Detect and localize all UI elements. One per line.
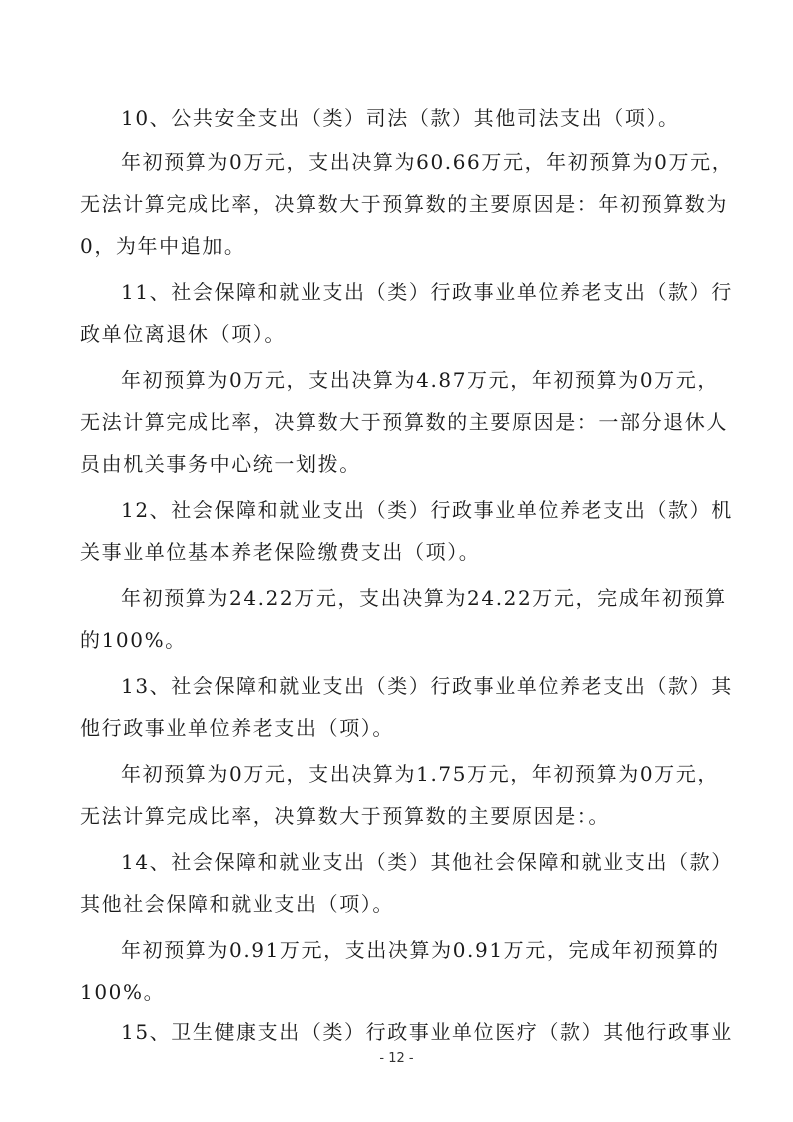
section-heading-12: 12、社会保障和就业支出（类）行政事业单位养老支出（款）机 xyxy=(121,498,733,522)
section-heading-11-cont: 政单位离退休（项）。 xyxy=(80,322,286,346)
paragraph-line: 年初预算为0万元，支出决算为4.87万元，年初预算为0万元， xyxy=(121,368,719,392)
paragraph-line: 员由机关事务中心统一划拨。 xyxy=(80,452,361,476)
page-number: - 12 - xyxy=(379,1051,414,1066)
section-heading-14-cont: 其他社会保障和就业支出（项）。 xyxy=(80,892,394,916)
section-heading-12-cont: 关事业单位基本养老保险缴费支出（项）。 xyxy=(80,540,481,564)
paragraph-line: 年初预算为24.22万元，支出决算为24.22万元，完成年初预算 xyxy=(121,586,727,610)
paragraph-line: 100%。 xyxy=(80,980,166,1004)
section-heading-10: 10、公共安全支出（类）司法（款）其他司法支出（项）。 xyxy=(121,106,680,130)
paragraph-line: 无法计算完成比率，决算数大于预算数的主要原因是：一部分退休人 xyxy=(80,410,728,434)
paragraph-line: 0，为年中追加。 xyxy=(80,234,246,258)
paragraph-line: 年初预算为0.91万元，支出决算为0.91万元，完成年初预算的 xyxy=(121,938,720,962)
section-heading-14: 14、社会保障和就业支出（类）其他社会保障和就业支出（款） xyxy=(121,850,733,874)
paragraph-line: 年初预算为0万元，支出决算为60.66万元，年初预算为0万元， xyxy=(121,150,734,174)
section-heading-15: 15、卫生健康支出（类）行政事业单位医疗（款）其他行政事业 xyxy=(121,1020,733,1044)
section-heading-13: 13、社会保障和就业支出（类）行政事业单位养老支出（款）其 xyxy=(121,674,733,698)
paragraph-line: 年初预算为0万元，支出决算为1.75万元，年初预算为0万元， xyxy=(121,762,719,786)
paragraph-line: 无法计算完成比率，决算数大于预算数的主要原因是：。 xyxy=(80,804,610,828)
paragraph-line: 的100%。 xyxy=(80,628,187,652)
section-heading-11: 11、社会保障和就业支出（类）行政事业单位养老支出（款）行 xyxy=(121,280,733,304)
section-heading-13-cont: 他行政事业单位养老支出（项）。 xyxy=(80,716,394,740)
paragraph-line: 无法计算完成比率，决算数大于预算数的主要原因是：年初预算数为 xyxy=(80,192,728,216)
